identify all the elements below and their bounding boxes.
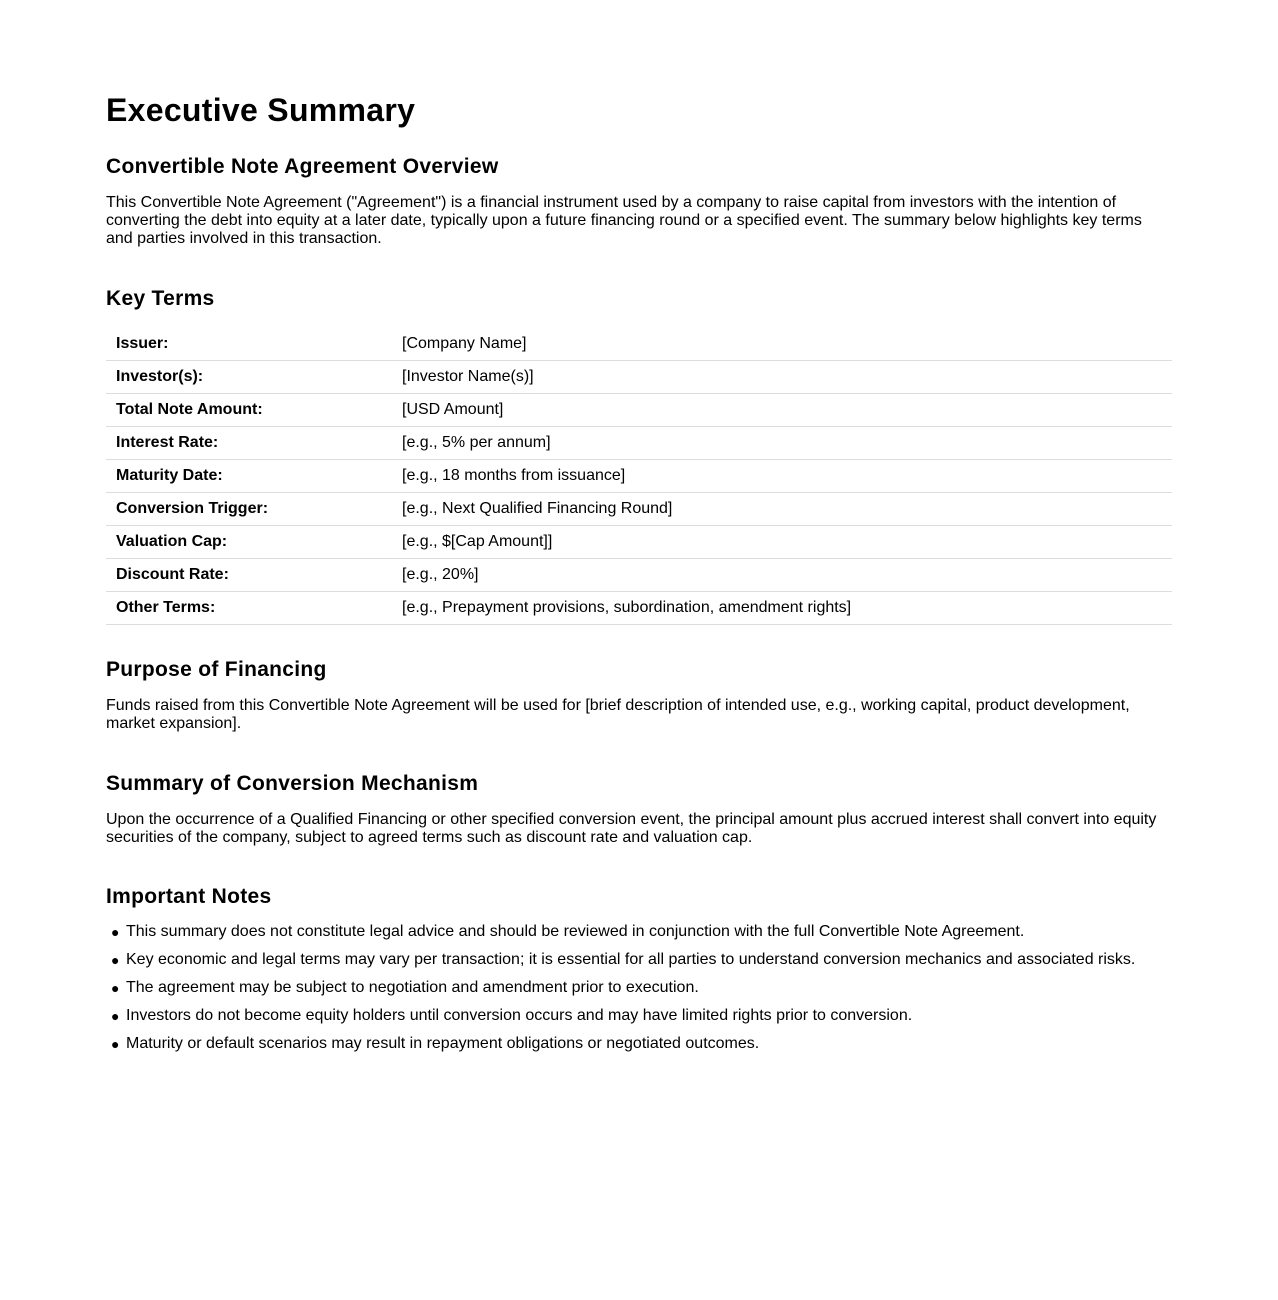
bullet-icon: ● — [111, 1008, 120, 1024]
term-value: [e.g., Next Qualified Financing Round] — [392, 493, 1172, 526]
list-item — [111, 1007, 1172, 1025]
list-item — [111, 923, 1172, 941]
term-label: Interest Rate: — [106, 427, 392, 460]
conversion-mechanism-paragraph: Upon the occurrence of a Qualified Financing or other specified conversion event, the principal amount plus accrued interest shall convert into equity securities of the company, subject to agreed terms such as discount rate and valuation cap. — [106, 811, 1157, 846]
term-label: Other Terms: — [106, 592, 392, 625]
list-item-text: Maturity or default scenarios may result in repayment obligations or negotiated outcomes. — [126, 1035, 760, 1052]
term-label: Discount Rate: — [106, 559, 392, 592]
term-label: Issuer: — [106, 328, 392, 361]
list-item-text: The agreement may be subject to negotiation and amendment prior to execution. — [126, 979, 699, 996]
important-notes-heading: Important Notes — [106, 885, 272, 908]
bullet-icon: ● — [111, 1036, 120, 1052]
overview-heading: Convertible Note Agreement Overview — [106, 155, 499, 178]
page-title: Executive Summary — [106, 92, 416, 128]
key-terms-heading: Key Terms — [106, 287, 215, 310]
term-value: [e.g., 18 months from issuance] — [392, 460, 1172, 493]
term-label: Conversion Trigger: — [106, 493, 392, 526]
list-item — [111, 1035, 1172, 1053]
list-item — [111, 951, 1172, 969]
term-label: Maturity Date: — [106, 460, 392, 493]
purpose-paragraph: Funds raised from this Convertible Note Agreement will be used for [brief description of intended use, e.g., working capital, product development, market expansion]. — [106, 697, 1130, 732]
table-row — [106, 559, 1172, 592]
table-row — [106, 427, 1172, 460]
term-value: [USD Amount] — [392, 394, 1172, 427]
purpose-heading: Purpose of Financing — [106, 658, 327, 681]
list-item-text: This summary does not constitute legal advice and should be reviewed in conjunction with the full Convertible Note Agreement. — [126, 923, 1025, 940]
key-terms-table — [106, 328, 1172, 625]
overview-paragraph: This Convertible Note Agreement ("Agreement") is a financial instrument used by a company to raise capital from investors with the intention of converting the debt into equity at a later date, typically upon a future financing round or a specified event. The summary below highlights key terms and parties involved in this transaction. — [106, 194, 1142, 247]
important-notes-list — [106, 923, 1172, 1053]
term-value: [e.g., 20%] — [392, 559, 1172, 592]
term-label: Investor(s): — [106, 361, 392, 394]
term-value: [e.g., 5% per annum] — [392, 427, 1172, 460]
bullet-icon: ● — [111, 952, 120, 968]
term-label: Total Note Amount: — [106, 394, 392, 427]
table-row — [106, 361, 1172, 394]
table-row — [106, 592, 1172, 625]
bullet-icon: ● — [111, 980, 120, 996]
term-value: [Investor Name(s)] — [392, 361, 1172, 394]
term-label: Valuation Cap: — [106, 526, 392, 559]
term-value: [e.g., $[Cap Amount]] — [392, 526, 1172, 559]
table-row — [106, 493, 1172, 526]
list-item-text: Investors do not become equity holders until conversion occurs and may have limited rights prior to conversion. — [126, 1007, 913, 1024]
list-item-text: Key economic and legal terms may vary per transaction; it is essential for all parties to understand conversion mechanics and associated risks. — [126, 951, 1136, 968]
table-row — [106, 328, 1172, 361]
bullet-icon: ● — [111, 924, 120, 940]
term-value: [e.g., Prepayment provisions, subordination, amendment rights] — [392, 592, 1172, 625]
table-row — [106, 526, 1172, 559]
conversion-mechanism-heading: Summary of Conversion Mechanism — [106, 772, 479, 795]
list-item — [111, 979, 1172, 997]
table-row — [106, 394, 1172, 427]
table-row — [106, 460, 1172, 493]
term-value: [Company Name] — [392, 328, 1172, 361]
